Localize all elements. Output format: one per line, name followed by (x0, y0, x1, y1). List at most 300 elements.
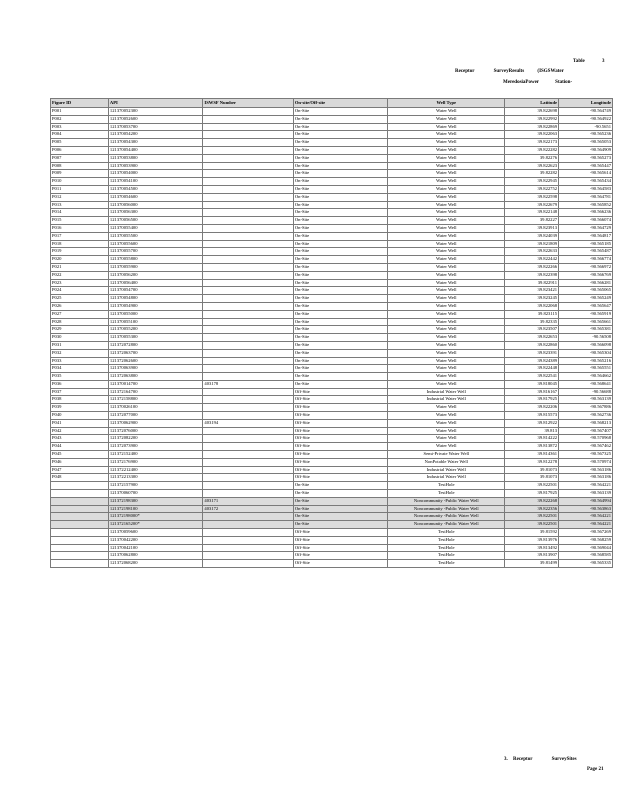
cell-well-type: Water Well (388, 310, 505, 318)
cell-longitude: -90.564749 (559, 108, 613, 116)
table-row (51, 108, 613, 116)
cell-latitude: 39.823421 (505, 287, 559, 295)
cell-latitude: 39.813492 (505, 544, 559, 552)
cell-onsite-offsite: On-Site (293, 131, 388, 139)
cell-api: 121372063700 (108, 349, 203, 357)
cell-latitude: 39.82335 (505, 318, 559, 326)
cell-api: 121372213300 (108, 474, 203, 482)
cell-longitude: -90.567886 (559, 404, 613, 412)
cell-latitude: 39.815573 (505, 412, 559, 420)
cell-well-type: Industrial Water Well (388, 474, 505, 482)
cell-iswsf-number (203, 427, 293, 435)
cell-figure-id: P020 (51, 256, 109, 264)
cell-figure-id: P034 (51, 365, 109, 373)
cell-well-type: Water Well (388, 373, 505, 381)
cell-iswsf-number (203, 451, 293, 459)
cell-well-type: Water Well (388, 154, 505, 162)
cell-figure-id: P013 (51, 201, 109, 209)
cell-api: 121370055800 (108, 256, 203, 264)
cell-well-type: Water Well (388, 279, 505, 287)
cell-onsite-offsite: On-Site (293, 287, 388, 295)
cell-latitude: 39.823245 (505, 295, 559, 303)
cell-onsite-offsite: On-Site (293, 146, 388, 154)
cell-figure-id: P003 (51, 123, 109, 131)
cell-api: 121372152400 (108, 451, 203, 459)
table-row (51, 427, 613, 435)
table-row (51, 404, 613, 412)
cell-api: 121370062800 (108, 552, 203, 560)
cell-onsite-offsite: Off-Site (293, 396, 388, 404)
cell-latitude: 39.813907 (505, 552, 559, 560)
cell-well-type: TestHole (388, 529, 505, 537)
table-row (51, 224, 613, 232)
cell-iswsf-number (203, 279, 293, 287)
cell-iswsf-number: 403194 (203, 419, 293, 427)
cell-longitude: -90.564922 (559, 115, 613, 123)
cell-latitude: 39.824039 (505, 232, 559, 240)
cell-latitude: 39.822398 (505, 271, 559, 279)
cell-figure-id: P012 (51, 193, 109, 201)
footer-section-word: SurveySites (551, 757, 577, 762)
cell-iswsf-number (203, 513, 293, 521)
cell-longitude: -90.565273 (559, 154, 613, 162)
cell-well-type: Water Well (388, 419, 505, 427)
column-header-latitude: Latitude (505, 99, 559, 108)
cell-well-type: Water Well (388, 178, 505, 186)
cell-longitude: -90.562736 (559, 412, 613, 420)
table-row (51, 529, 613, 537)
cell-api: 121370055500 (108, 232, 203, 240)
cell-api: 121370055300 (108, 334, 203, 342)
cell-well-type: Water Well (388, 115, 505, 123)
cell-api: 121370055100 (108, 318, 203, 326)
cell-figure-id: P039 (51, 404, 109, 412)
cell-figure-id: P026 (51, 302, 109, 310)
cell-longitude: -90.564817 (559, 232, 613, 240)
cell-well-type: Noncommunity -Public Water Well (388, 513, 505, 521)
cell-longitude: -90.563863 (559, 505, 613, 513)
cell-longitude: -90.56508 (559, 334, 613, 342)
cell-api: 121370054800 (108, 295, 203, 303)
cell-iswsf-number (203, 271, 293, 279)
cell-iswsf-number (203, 544, 293, 552)
table-row (51, 552, 613, 560)
table-row (51, 474, 613, 482)
cell-latitude: 39.82282 (505, 170, 559, 178)
cell-latitude: 39.823913 (505, 224, 559, 232)
cell-latitude: 39.82276 (505, 154, 559, 162)
column-header-onsite-offsite: On-site/Off-site (293, 99, 388, 108)
cell-longitude: -90.565487 (559, 248, 613, 256)
cell-well-type: TestHole (388, 560, 505, 568)
cell-iswsf-number (203, 146, 293, 154)
cell-well-type: Water Well (388, 380, 505, 388)
cell-well-type: Water Well (388, 318, 505, 326)
cell-well-type: Semi-Private Water Well (388, 451, 505, 459)
cell-well-type: Water Well (388, 170, 505, 178)
cell-longitude: -90.568585 (559, 552, 613, 560)
cell-figure-id: P023 (51, 279, 109, 287)
cell-iswsf-number (203, 193, 293, 201)
table-row (51, 217, 613, 225)
cell-well-type: Water Well (388, 139, 505, 147)
cell-api: 121370054000 (108, 170, 203, 178)
table-row (51, 310, 613, 318)
table-row (51, 388, 613, 396)
cell-api: 121372062600 (108, 357, 203, 365)
cell-iswsf-number (203, 201, 293, 209)
cell-api: 121372068200 (108, 560, 203, 568)
cell-api: 121370054300 (108, 139, 203, 147)
cell-onsite-offsite: Off-Site (293, 466, 388, 474)
cell-iswsf-number: 403171 (203, 497, 293, 505)
cell-longitude: -90.564994 (559, 497, 613, 505)
cell-longitude: -90.565661 (559, 318, 613, 326)
cell-iswsf-number (203, 240, 293, 248)
cell-api: 121372157900 (108, 482, 203, 490)
cell-api: 121370054600 (108, 193, 203, 201)
cell-well-type: Water Well (388, 209, 505, 217)
cell-latitude: 39.822266 (505, 263, 559, 271)
cell-figure-id: P015 (51, 217, 109, 225)
cell-longitude: -90.565185 (559, 240, 613, 248)
cell-longitude: -90.565065 (559, 287, 613, 295)
table-row (51, 209, 613, 217)
cell-api: 121370062900 (108, 419, 203, 427)
cell-well-type: Industrial Water Well (388, 466, 505, 474)
cell-figure-id: P030 (51, 334, 109, 342)
cell-iswsf-number (203, 529, 293, 537)
table-row (51, 115, 613, 123)
cell-figure-id (51, 552, 109, 560)
column-header-figure-id: Figure ID (51, 99, 109, 108)
title-word: Receptor (455, 69, 475, 74)
cell-api: 121370054900 (108, 302, 203, 310)
cell-well-type: TestHole (388, 536, 505, 544)
cell-well-type: Water Well (388, 326, 505, 334)
cell-onsite-offsite: Off-Site (293, 458, 388, 466)
cell-latitude: 39.822698 (505, 108, 559, 116)
cell-latitude: 39.822869 (505, 123, 559, 131)
cell-api: 121372072800 (108, 341, 203, 349)
cell-latitude: 39.822541 (505, 373, 559, 381)
cell-figure-id: P018 (51, 240, 109, 248)
cell-longitude: -90.565335 (559, 560, 613, 568)
cell-onsite-offsite: On-Site (293, 380, 388, 388)
cell-api: 121370055400 (108, 224, 203, 232)
cell-onsite-offsite: On-Site (293, 341, 388, 349)
cell-latitude: 39.821809 (505, 240, 559, 248)
cell-iswsf-number (203, 139, 293, 147)
cell-well-type: Water Well (388, 435, 505, 443)
table-row (51, 326, 613, 334)
cell-latitude: 39.817925 (505, 396, 559, 404)
cell-well-type: Water Well (388, 357, 505, 365)
cell-longitude: -90.568259 (559, 536, 613, 544)
table-row (51, 435, 613, 443)
cell-iswsf-number (203, 349, 293, 357)
cell-api: 121370042100 (108, 544, 203, 552)
cell-latitude: 39.822679 (505, 201, 559, 209)
table-row (51, 256, 613, 264)
cell-figure-id: P043 (51, 435, 109, 443)
cell-well-type: Water Well (388, 427, 505, 435)
cell-api: 121370026100 (108, 404, 203, 412)
cell-figure-id: P040 (51, 412, 109, 420)
cell-longitude: -90.567407 (559, 427, 613, 435)
receptor-survey-table (50, 98, 613, 568)
table-row (51, 279, 613, 287)
cell-latitude: 39.813872 (505, 443, 559, 451)
table-row (51, 341, 613, 349)
table-row (51, 443, 613, 451)
cell-latitude: 39.822633 (505, 248, 559, 256)
table-row (51, 466, 613, 474)
cell-longitude: -90.566281 (559, 279, 613, 287)
cell-onsite-offsite: Off-Site (293, 419, 388, 427)
cell-figure-id: P046 (51, 458, 109, 466)
cell-latitude: 39.817925 (505, 490, 559, 498)
table-row (51, 302, 613, 310)
cell-figure-id: P028 (51, 318, 109, 326)
cell-iswsf-number (203, 560, 293, 568)
cell-latitude: 39.822206 (505, 404, 559, 412)
table-row (51, 170, 613, 178)
cell-onsite-offsite: On-Site (293, 178, 388, 186)
cell-longitude: -90.564221 (559, 482, 613, 490)
cell-latitude: 39.812278 (505, 458, 559, 466)
cell-longitude: -90.565236 (559, 131, 613, 139)
title-word: (ISGSWater (537, 69, 564, 74)
cell-figure-id: P019 (51, 248, 109, 256)
cell-latitude: 39.813976 (505, 536, 559, 544)
cell-api: 121372164700 (108, 388, 203, 396)
cell-onsite-offsite: On-Site (293, 248, 388, 256)
cell-onsite-offsite: Off-Site (293, 544, 388, 552)
cell-iswsf-number (203, 521, 293, 529)
cell-onsite-offsite: On-Site (293, 490, 388, 498)
cell-api: 121370053900 (108, 162, 203, 170)
cell-onsite-offsite: On-Site (293, 521, 388, 529)
cell-onsite-offsite: On-Site (293, 271, 388, 279)
table-header-row (51, 99, 613, 108)
cell-iswsf-number (203, 154, 293, 162)
cell-well-type: Water Well (388, 295, 505, 303)
cell-longitude: -90.566236 (559, 209, 613, 217)
cell-figure-id: P006 (51, 146, 109, 154)
cell-longitude: -90.566098 (559, 341, 613, 349)
footer-section (504, 757, 577, 762)
cell-longitude: -90.568213 (559, 419, 613, 427)
cell-api: 121370042200 (108, 536, 203, 544)
cell-well-type: TestHole (388, 490, 505, 498)
title-word: Station- (555, 80, 573, 85)
table-row (51, 271, 613, 279)
cell-longitude: -90.570974 (559, 458, 613, 466)
cell-figure-id: P010 (51, 178, 109, 186)
cell-longitude: -90.565216 (559, 357, 613, 365)
cell-longitude: -90.564781 (559, 193, 613, 201)
cell-iswsf-number (203, 326, 293, 334)
cell-onsite-offsite: On-Site (293, 310, 388, 318)
table-row (51, 154, 613, 162)
cell-well-type: TestHole (388, 482, 505, 490)
cell-figure-id: P037 (51, 388, 109, 396)
cell-latitude: 39.822282 (505, 146, 559, 154)
cell-well-type: Noncommunity -Public Water Well (388, 505, 505, 513)
cell-onsite-offsite: On-Site (293, 349, 388, 357)
cell-onsite-offsite: Off-Site (293, 536, 388, 544)
cell-iswsf-number (203, 217, 293, 225)
cell-well-type: Industrial Water Well (388, 388, 505, 396)
cell-onsite-offsite: Off-Site (293, 552, 388, 560)
cell-figure-id: P041 (51, 419, 109, 427)
table-body (51, 108, 613, 568)
cell-figure-id: P016 (51, 224, 109, 232)
cell-iswsf-number (203, 170, 293, 178)
cell-api: 121370055600 (108, 240, 203, 248)
table-row (51, 396, 613, 404)
cell-well-type: Noncommunity -Public Water Well (388, 497, 505, 505)
cell-onsite-offsite: On-Site (293, 162, 388, 170)
cell-latitude: 39.822068 (505, 302, 559, 310)
cell-latitude: 39.813 (505, 427, 559, 435)
cell-longitude: -90.567325 (559, 451, 613, 459)
cell-longitude: -90.565053 (559, 139, 613, 147)
table-row (51, 380, 613, 388)
cell-iswsf-number (203, 388, 293, 396)
cell-latitude: 39.822653 (505, 334, 559, 342)
cell-figure-id (51, 560, 109, 568)
cell-api: 121372176900 (108, 458, 203, 466)
cell-longitude: -90.563186 (559, 466, 613, 474)
cell-well-type: Water Well (388, 412, 505, 420)
cell-onsite-offsite: On-Site (293, 193, 388, 201)
cell-api: 121370056500 (108, 217, 203, 225)
table-row (51, 201, 613, 209)
cell-iswsf-number (203, 365, 293, 373)
cell-figure-id: P011 (51, 185, 109, 193)
cell-latitude: 39.822501 (505, 513, 559, 521)
cell-iswsf-number (203, 373, 293, 381)
cell-api: 121370056000 (108, 201, 203, 209)
cell-iswsf-number (203, 224, 293, 232)
cell-api: 121370056300 (108, 209, 203, 217)
cell-onsite-offsite: On-Site (293, 256, 388, 264)
cell-api: 121372082200 (108, 435, 203, 443)
cell-well-type: Water Well (388, 131, 505, 139)
cell-iswsf-number (203, 232, 293, 240)
cell-longitude: -90.565919 (559, 310, 613, 318)
cell-longitude: -90.566972 (559, 263, 613, 271)
cell-api: 121370060700 (108, 490, 203, 498)
cell-figure-id (51, 536, 109, 544)
cell-well-type: Water Well (388, 349, 505, 357)
cell-longitude: -90.564583 (559, 185, 613, 193)
cell-well-type: Water Well (388, 365, 505, 373)
cell-figure-id: P038 (51, 396, 109, 404)
cell-iswsf-number (203, 474, 293, 482)
table-row (51, 240, 613, 248)
cell-latitude: 39.823391 (505, 349, 559, 357)
table-row (51, 263, 613, 271)
cell-onsite-offsite: On-Site (293, 209, 388, 217)
cell-longitude: -90.565447 (559, 162, 613, 170)
cell-well-type: Water Well (388, 123, 505, 131)
cell-longitude: -90.564662 (559, 373, 613, 381)
cell-figure-id: P022 (51, 271, 109, 279)
cell-latitude: 39.812922 (505, 419, 559, 427)
table-row (51, 193, 613, 201)
cell-iswsf-number (203, 404, 293, 412)
cell-api: 121370052300 (108, 108, 203, 116)
cell-longitude: -90.563186 (559, 474, 613, 482)
cell-well-type: Water Well (388, 232, 505, 240)
cell-api: 121372198000* (108, 513, 203, 521)
cell-figure-id: P048 (51, 474, 109, 482)
cell-onsite-offsite: On-Site (293, 201, 388, 209)
footer-section-word: Receptor (513, 757, 533, 762)
footer-section-number: 3. (504, 757, 508, 762)
cell-latitude: 39.822442 (505, 256, 559, 264)
cell-iswsf-number (203, 295, 293, 303)
title-line-2 (503, 80, 572, 85)
cell-api: 121372198300 (108, 497, 203, 505)
table-label-text: Table (573, 59, 585, 64)
cell-latitude: 39.822356 (505, 505, 559, 513)
cell-longitude: -90.565852 (559, 201, 613, 209)
cell-api: 121370014700 (108, 380, 203, 388)
cell-figure-id: P025 (51, 295, 109, 303)
table-label (573, 59, 605, 64)
cell-well-type: Water Well (388, 240, 505, 248)
cell-latitude: 39.82227 (505, 217, 559, 225)
cell-api: 121370054200 (108, 131, 203, 139)
cell-iswsf-number (203, 357, 293, 365)
cell-longitude: -90.565434 (559, 178, 613, 186)
cell-figure-id: P035 (51, 373, 109, 381)
cell-figure-id (51, 497, 109, 505)
table-row (51, 490, 613, 498)
cell-longitude: -90.564729 (559, 224, 613, 232)
cell-well-type: Industrial Water Well (388, 396, 505, 404)
cell-iswsf-number (203, 263, 293, 271)
cell-api: 121370055000 (108, 310, 203, 318)
table-row (51, 318, 613, 326)
cell-well-type: Water Well (388, 108, 505, 116)
cell-figure-id: P044 (51, 443, 109, 451)
table-row (51, 131, 613, 139)
cell-longitude: -90.564221 (559, 521, 613, 529)
cell-figure-id (51, 482, 109, 490)
cell-iswsf-number: 403172 (203, 505, 293, 513)
cell-latitude: 39.822148 (505, 209, 559, 217)
cell-onsite-offsite: On-Site (293, 123, 388, 131)
cell-api: 121370054400 (108, 146, 203, 154)
cell-latitude: 39.822992 (505, 115, 559, 123)
cell-iswsf-number (203, 458, 293, 466)
cell-api: 121370053800 (108, 154, 203, 162)
cell-figure-id: P033 (51, 357, 109, 365)
cell-api: 121370055700 (108, 248, 203, 256)
cell-onsite-offsite: On-Site (293, 373, 388, 381)
cell-iswsf-number (203, 536, 293, 544)
table-row (51, 513, 613, 521)
cell-iswsf-number (203, 248, 293, 256)
cell-latitude: 39.822173 (505, 139, 559, 147)
cell-onsite-offsite: On-Site (293, 154, 388, 162)
table-row (51, 248, 613, 256)
